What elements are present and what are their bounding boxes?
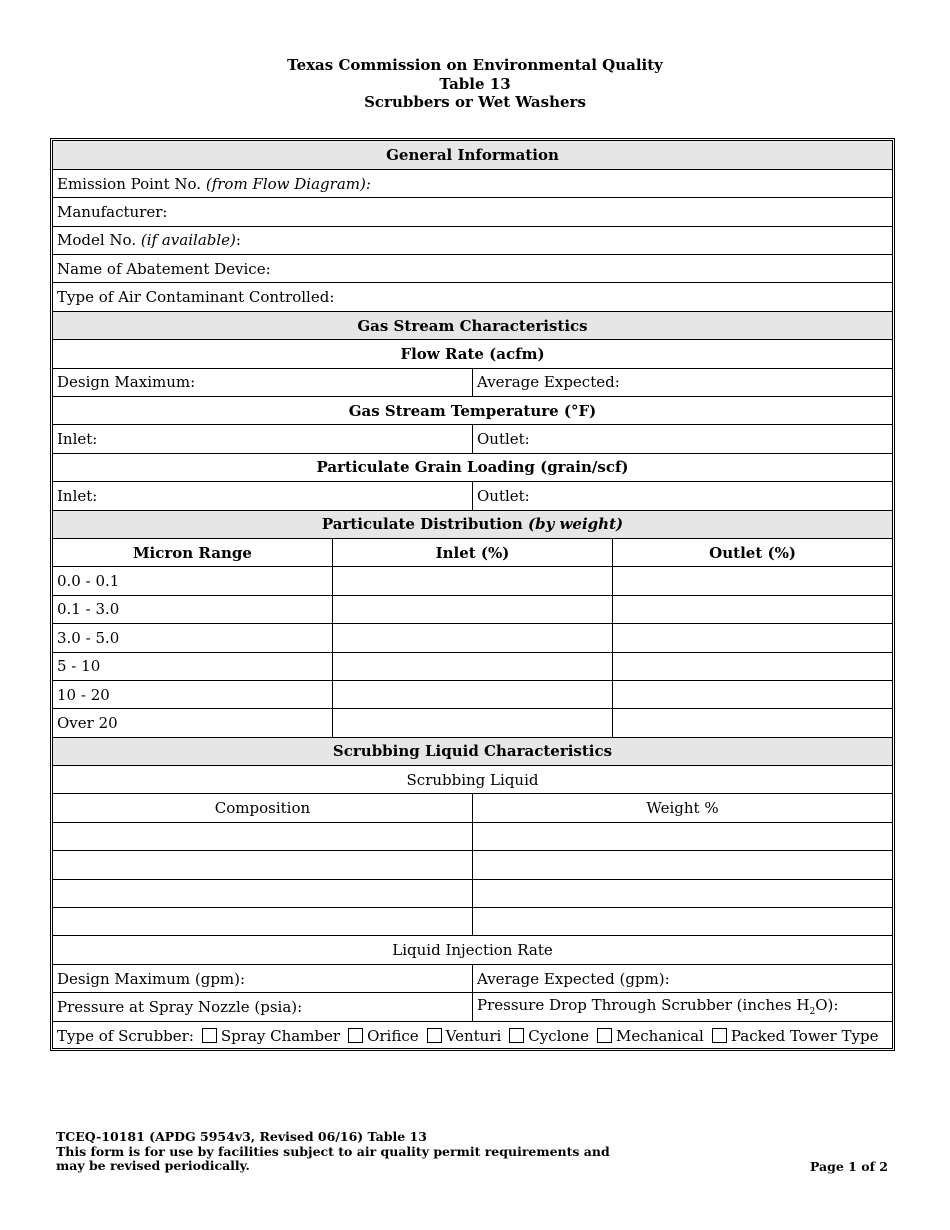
emission-point-note: (from Flow Diagram): (205, 174, 371, 193)
abatement-device-label: Name of Abatement Device: (57, 259, 271, 278)
weight-pct-input[interactable] (472, 908, 892, 936)
pressure-drop-label: Pressure Drop Through Scrubber (inches H (476, 996, 810, 1015)
flow-design-max-label: Design Maximum: (57, 373, 196, 392)
manufacturer-field[interactable] (53, 198, 892, 226)
liquid-injection-heading: Liquid Injection Rate (53, 936, 892, 964)
form-subtitle: Scrubbers or Wet Washers (364, 93, 586, 111)
scrubber-type-label: Type of Scrubber: (57, 1026, 194, 1045)
form-header (0, 56, 950, 112)
outlet-pct-input[interactable] (613, 595, 892, 623)
particulate-title: Particulate Distribution (321, 515, 523, 534)
inlet-pct-input[interactable] (332, 595, 612, 623)
outlet-pct-input[interactable] (613, 567, 892, 595)
form-table (53, 141, 892, 1050)
micron-range-cell: 3.0 - 5.0 (53, 624, 332, 652)
grain-inlet-field[interactable] (53, 482, 472, 510)
grain-outlet-field[interactable] (472, 482, 892, 510)
grain-loading-heading: Particulate Grain Loading (grain/scf) (53, 453, 892, 481)
col-weight-pct: Weight % (472, 794, 892, 822)
form-table-frame (50, 138, 895, 1051)
inlet-pct-input[interactable] (332, 652, 612, 680)
flow-design-max-field[interactable] (53, 368, 472, 396)
orifice-label: Orifice (367, 1026, 419, 1045)
manufacturer-label: Manufacturer: (57, 202, 168, 221)
pressure-drop-field[interactable] (472, 993, 892, 1021)
spray-nozzle-pressure-label: Pressure at Spray Nozzle (psia): (57, 997, 303, 1016)
inlet-pct-input[interactable] (332, 567, 612, 595)
micron-range-cell: Over 20 (53, 709, 332, 737)
flow-avg-expected-field[interactable] (472, 368, 892, 396)
flow-avg-expected-label: Average Expected: (476, 373, 620, 392)
flow-rate-heading: Flow Rate (acfm) (53, 340, 892, 368)
footer-line-3: may be revised periodically. (56, 1158, 250, 1173)
footer-form-id: TCEQ-10181 (APDG 5954v3, Revised 06/16) Table 13 (56, 1129, 427, 1144)
pressure-drop-subscript: 2 (809, 1007, 816, 1018)
contaminant-label: Type of Air Contaminant Controlled: (57, 288, 335, 307)
grain-inlet-label: Inlet: (57, 486, 98, 505)
micron-range-cell: 0.1 - 3.0 (53, 595, 332, 623)
micron-range-cell: 5 - 10 (53, 652, 332, 680)
footer-notice (56, 1130, 610, 1174)
scrubber-type-row (53, 1021, 892, 1049)
section-gas-stream: Gas Stream Characteristics (53, 311, 892, 339)
section-particulate-distribution (53, 510, 892, 538)
abatement-device-field[interactable] (53, 255, 892, 283)
venturi-label: Venturi (445, 1026, 502, 1045)
weight-pct-input[interactable] (472, 879, 892, 907)
mechanical-label: Mechanical (616, 1026, 704, 1045)
injection-design-max-field[interactable] (53, 964, 472, 992)
composition-input[interactable] (53, 879, 472, 907)
col-composition: Composition (53, 794, 472, 822)
venturi-checkbox[interactable] (427, 1028, 442, 1043)
col-micron-range: Micron Range (53, 538, 332, 566)
pressure-drop-label-end: O): (815, 996, 839, 1015)
inlet-pct-input[interactable] (332, 624, 612, 652)
composition-input[interactable] (53, 908, 472, 936)
col-outlet-pct: Outlet (%) (613, 538, 892, 566)
col-inlet-pct: Inlet (%) (332, 538, 612, 566)
contaminant-field[interactable] (53, 283, 892, 311)
table-number: Table 13 (439, 74, 511, 93)
outlet-pct-input[interactable] (613, 624, 892, 652)
micron-range-cell: 10 - 20 (53, 680, 332, 708)
model-field[interactable]: Model No. (if available): (53, 226, 892, 254)
temp-outlet-label: Outlet: (476, 430, 530, 449)
injection-avg-expected-label: Average Expected (gpm): (476, 969, 670, 988)
mechanical-checkbox[interactable] (597, 1028, 612, 1043)
weight-pct-input[interactable] (472, 822, 892, 850)
temp-inlet-label: Inlet: (57, 430, 98, 449)
emission-point-label: Emission Point No. (57, 174, 202, 193)
section-general-information: General Information (53, 141, 892, 169)
cyclone-label: Cyclone (528, 1026, 590, 1045)
spray-chamber-checkbox[interactable] (202, 1028, 217, 1043)
section-scrubbing-liquid: Scrubbing Liquid Characteristics (53, 737, 892, 765)
outlet-pct-input[interactable] (613, 652, 892, 680)
temperature-heading: Gas Stream Temperature (°F) (53, 397, 892, 425)
temp-outlet-field[interactable] (472, 425, 892, 453)
composition-input[interactable] (53, 822, 472, 850)
injection-design-max-label: Design Maximum (gpm): (57, 969, 246, 988)
inlet-pct-input[interactable] (332, 709, 612, 737)
model-label: Model No. (57, 231, 137, 250)
injection-avg-expected-field[interactable] (472, 964, 892, 992)
micron-range-cell: 0.0 - 0.1 (53, 567, 332, 595)
outlet-pct-input[interactable] (613, 680, 892, 708)
scrubbing-liquid-heading: Scrubbing Liquid (53, 766, 892, 794)
model-note: (if available) (140, 231, 236, 250)
outlet-pct-input[interactable] (613, 709, 892, 737)
spray-chamber-label: Spray Chamber (220, 1026, 341, 1045)
composition-input[interactable] (53, 851, 472, 879)
inlet-pct-input[interactable] (332, 680, 612, 708)
packed-tower-label: Packed Tower Type (730, 1026, 879, 1045)
agency-name: Texas Commission on Environmental Quality (287, 56, 663, 74)
cyclone-checkbox[interactable] (509, 1028, 524, 1043)
packed-tower-checkbox[interactable] (712, 1028, 727, 1043)
weight-pct-input[interactable] (472, 851, 892, 879)
emission-point-field[interactable] (53, 169, 892, 197)
footer-line-2: This form is for use by facilities subject to air quality permit requirements and (56, 1143, 610, 1159)
particulate-title-note: (by weight) (528, 515, 624, 534)
temp-inlet-field[interactable] (53, 425, 472, 453)
page-number: Page 1 of 2 (809, 1159, 888, 1174)
spray-nozzle-pressure-field[interactable] (53, 993, 472, 1021)
grain-outlet-label: Outlet: (476, 486, 530, 505)
orifice-checkbox[interactable] (348, 1028, 363, 1043)
